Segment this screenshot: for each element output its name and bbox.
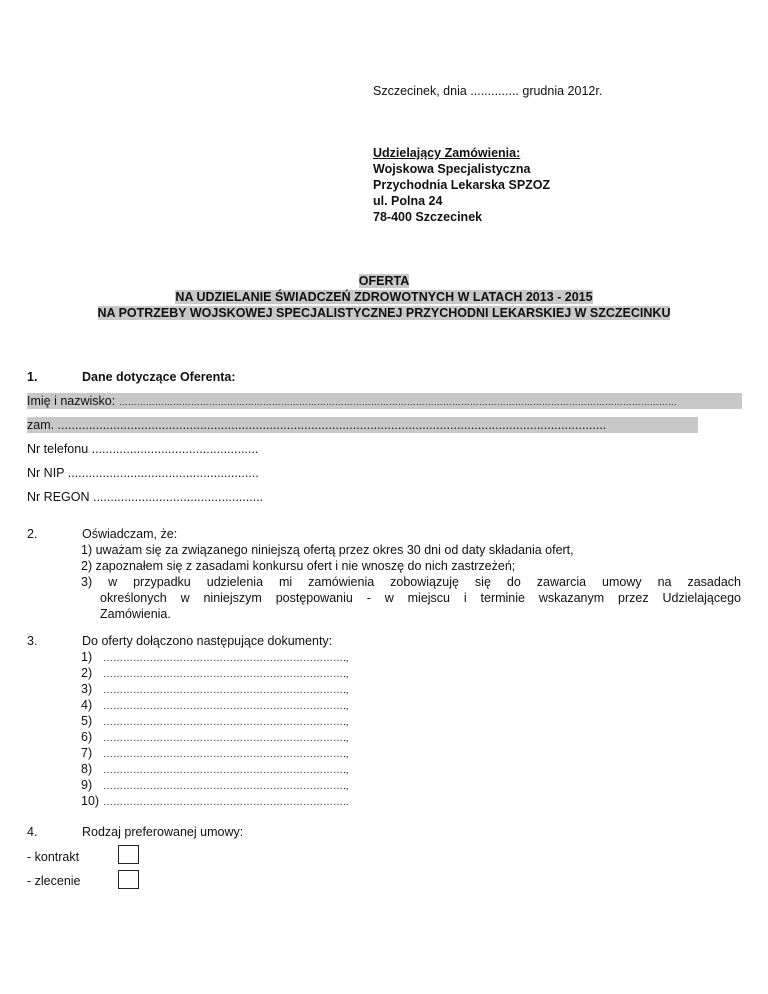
statement-item-cont: określonych w niniejszym postępowaniu - w miejscu i terminie wskazanym przez Udzielającego xyxy=(100,591,741,605)
section1-number: 1. xyxy=(27,370,38,384)
recipient-line1: Wojskowa Specjalistyczna xyxy=(373,162,531,176)
commission-option-label: - zlecenie xyxy=(27,874,81,888)
address-field[interactable]: zam. .............................................................................................................................................................. xyxy=(27,417,698,433)
name-dots: …………………………………………………………………………………………………………………………………………………………………… xyxy=(118,397,677,407)
place-date: Szczecinek, dnia .............. grudnia 2012r. xyxy=(373,84,603,98)
section2-number: 2. xyxy=(27,527,38,541)
document-item[interactable]: 3) ………………………………………………………………., xyxy=(81,682,349,696)
document-item[interactable]: 5) ………………………………………………………………., xyxy=(81,714,349,728)
section3-number: 3. xyxy=(27,634,38,648)
recipient-title: Udzielający Zamówienia: xyxy=(373,146,521,160)
offer-subtitle2-row xyxy=(0,306,768,320)
offer-subtitle1-row xyxy=(0,290,768,304)
contract-option-label: - kontrakt xyxy=(27,850,80,864)
nip-field[interactable]: Nr NIP ....................................................... xyxy=(27,466,259,480)
document-item[interactable]: 7) ………………………………………………………………., xyxy=(81,746,349,760)
document-item[interactable]: 2) ………………………………………………………………., xyxy=(81,666,349,680)
name-label: Imię i nazwisko: xyxy=(27,394,116,408)
statement-item: 1) uważam się za związanego niniejszą ofertą przez okres 30 dni od daty składania ofert, xyxy=(81,543,574,557)
offer-title: OFERTA xyxy=(358,274,410,288)
offer-subtitle2: NA POTRZEBY WOJSKOWEJ SPECJALISTYCZNEJ PRZYCHODNI LEKARSKIEJ W SZCZECINKU xyxy=(97,306,671,320)
document-item[interactable]: 9) ………………………………………………………………., xyxy=(81,778,349,792)
name-field[interactable] xyxy=(27,393,742,409)
document-item[interactable]: 10) ……………………………………………………………….. xyxy=(81,794,349,808)
section3-heading: Do oferty dołączono następujące dokumenty: xyxy=(82,634,333,648)
document-item[interactable]: 1) ………………………………………………………………., xyxy=(81,650,349,664)
statement-item-cont: Zamówienia. xyxy=(100,607,171,621)
contract-checkbox[interactable] xyxy=(118,845,139,864)
offer-subtitle1: NA UDZIELANIE ŚWIADCZEŃ ZDROWOTNYCH W LATACH 2013 - 2015 xyxy=(175,290,593,304)
commission-checkbox[interactable] xyxy=(118,870,139,889)
recipient-line2: Przychodnia Lekarska SPZOZ xyxy=(373,178,551,192)
section2-heading: Oświadczam, że: xyxy=(82,527,178,541)
statement-item: 2) zapoznałem się z zasadami konkursu ofert i nie wnoszę do nich zastrzeżeń; xyxy=(81,559,516,573)
statement-item: 3) w przypadku udzielenia mi zamówienia zobowiązuję się do zawarcia umowy na zasadach xyxy=(81,575,741,589)
recipient-line4: 78-400 Szczecinek xyxy=(373,210,483,224)
regon-field[interactable]: Nr REGON ................................................. xyxy=(27,490,264,504)
document-item[interactable]: 4) ………………………………………………………………., xyxy=(81,698,349,712)
section4-heading: Rodzaj preferowanej umowy: xyxy=(82,825,244,839)
document-item[interactable]: 8) ………………………………………………………………., xyxy=(81,762,349,776)
section4-number: 4. xyxy=(27,825,38,839)
recipient-line3: ul. Polna 24 xyxy=(373,194,443,208)
offer-title-row xyxy=(0,274,768,288)
phone-field[interactable]: Nr telefonu ................................................ xyxy=(27,442,259,456)
document-item[interactable]: 6) ………………………………………………………………., xyxy=(81,730,349,744)
section1-heading: Dane dotyczące Oferenta: xyxy=(82,370,236,384)
